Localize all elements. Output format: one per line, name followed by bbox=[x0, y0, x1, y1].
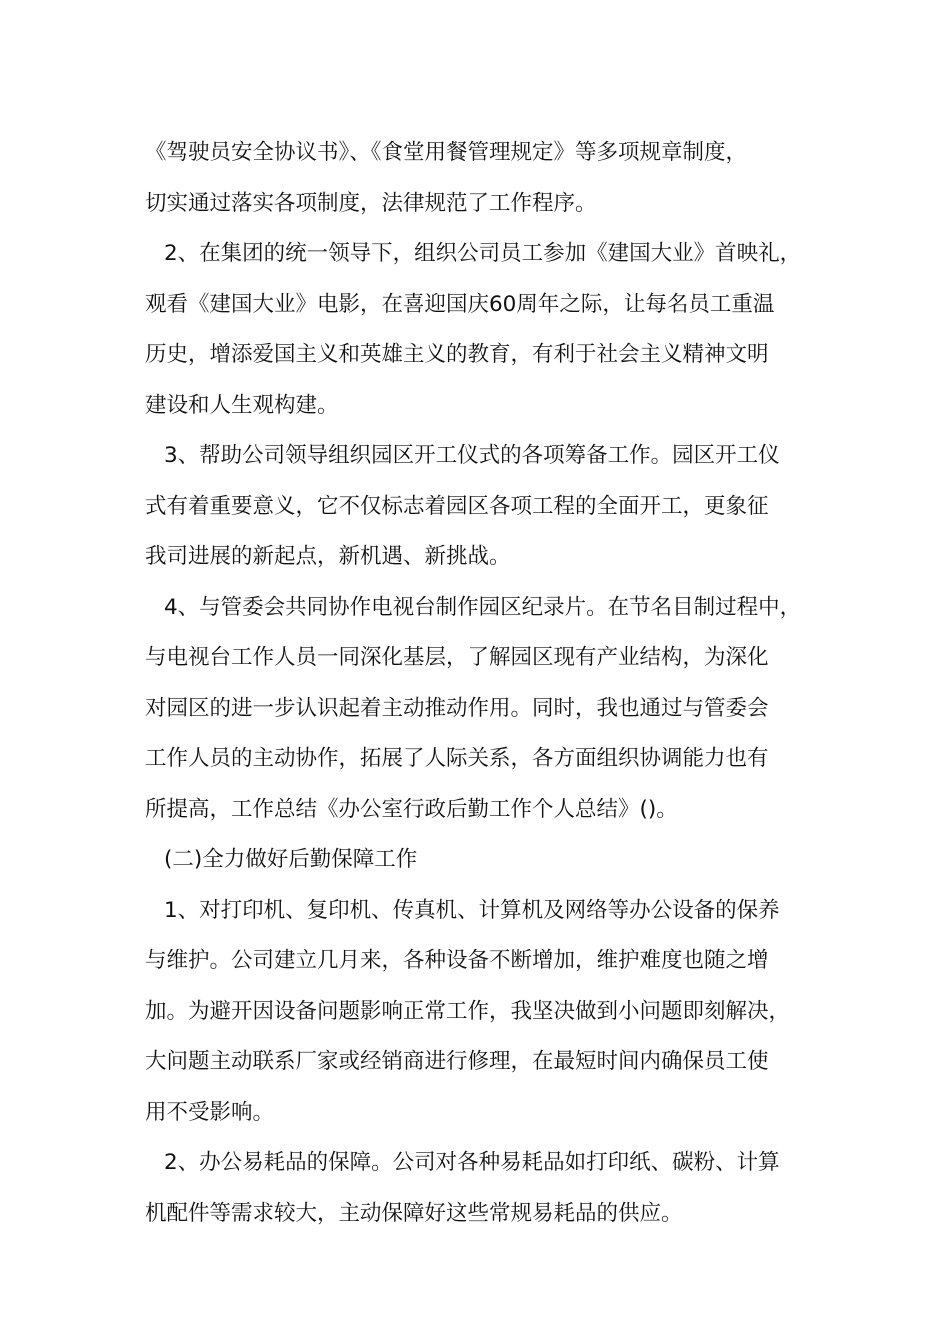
paragraph-regulations bbox=[145, 128, 835, 229]
section-heading-logistics bbox=[145, 835, 835, 886]
text-line: 3、帮助公司领导组织园区开工仪式的各项筹备工作。园区开工仪 bbox=[164, 443, 780, 468]
text-line: 机配件等需求较大，主动保障好这些常规易耗品的供应。 bbox=[145, 1200, 683, 1226]
paragraph-item-4 bbox=[145, 583, 835, 836]
text-line: 1、对打印机、复印机、传真机、计算机及网络等办公设备的保养 bbox=[164, 897, 780, 923]
text-line: 对园区的进一步认识起着主动推动作用。同时，我也通过与管委会 bbox=[145, 695, 769, 721]
paragraph-item-2 bbox=[145, 229, 835, 431]
text-line: 我司进展的新起点，新机遇、新挑战。 bbox=[145, 544, 511, 569]
paragraph-consumables bbox=[145, 1138, 835, 1239]
paragraph-equipment-maintenance bbox=[145, 886, 835, 1139]
text-line: 建设和人生观构建。 bbox=[145, 392, 339, 418]
text-line: 加。为避开因设备问题影响正常工作，我坚决做到小问题即刻解决， bbox=[145, 998, 791, 1024]
text-line: 《驾驶员安全协议书》、《食堂用餐管理规定》等多项规章制度， bbox=[145, 140, 748, 165]
text-line: 历史，增添爱国主义和英雄主义的教育，有利于社会主义精神文明 bbox=[145, 342, 769, 367]
text-line: 2、办公易耗品的保障。公司对各种易耗品如打印纸、碳粉、计算 bbox=[164, 1150, 780, 1175]
text-line: 切实通过落实各项制度，法律规范了工作程序。 bbox=[145, 190, 597, 216]
section-heading: (二)全力做好后勤保障工作 bbox=[164, 847, 418, 872]
paragraph-item-3 bbox=[145, 431, 835, 583]
text-line: 4、与管委会共同协作电视台制作园区纪录片。在节名目制过程中， bbox=[164, 594, 802, 620]
text-line: 所提高，工作总结《办公室行政后勤工作个人总结》()。 bbox=[145, 796, 678, 822]
text-line: 用不受影响。 bbox=[145, 1099, 275, 1125]
text-line: 与维护。公司建立几月来，各种设备不断增加，维护难度也随之增 bbox=[145, 948, 769, 973]
text-line: 式有着重要意义，它不仅标志着园区各项工程的全面开工，更象征 bbox=[145, 493, 769, 519]
text-line: 与电视台工作人员一同深化基层，了解园区现有产业结构，为深化 bbox=[145, 645, 769, 670]
document-body bbox=[145, 128, 835, 1239]
text-line: 工作人员的主动协作，拓展了人际关系，各方面组织协调能力也有 bbox=[145, 746, 769, 771]
text-line: 2、在集团的统一领导下，组织公司员工参加《建国大业》首映礼， bbox=[164, 241, 802, 266]
text-line: 大问题主动联系厂家或经销商进行修理，在最短时间内确保员工使 bbox=[145, 1049, 769, 1074]
text-line: 观看《建国大业》电影，在喜迎国庆60周年之际，让每名员工重温 bbox=[145, 291, 775, 317]
